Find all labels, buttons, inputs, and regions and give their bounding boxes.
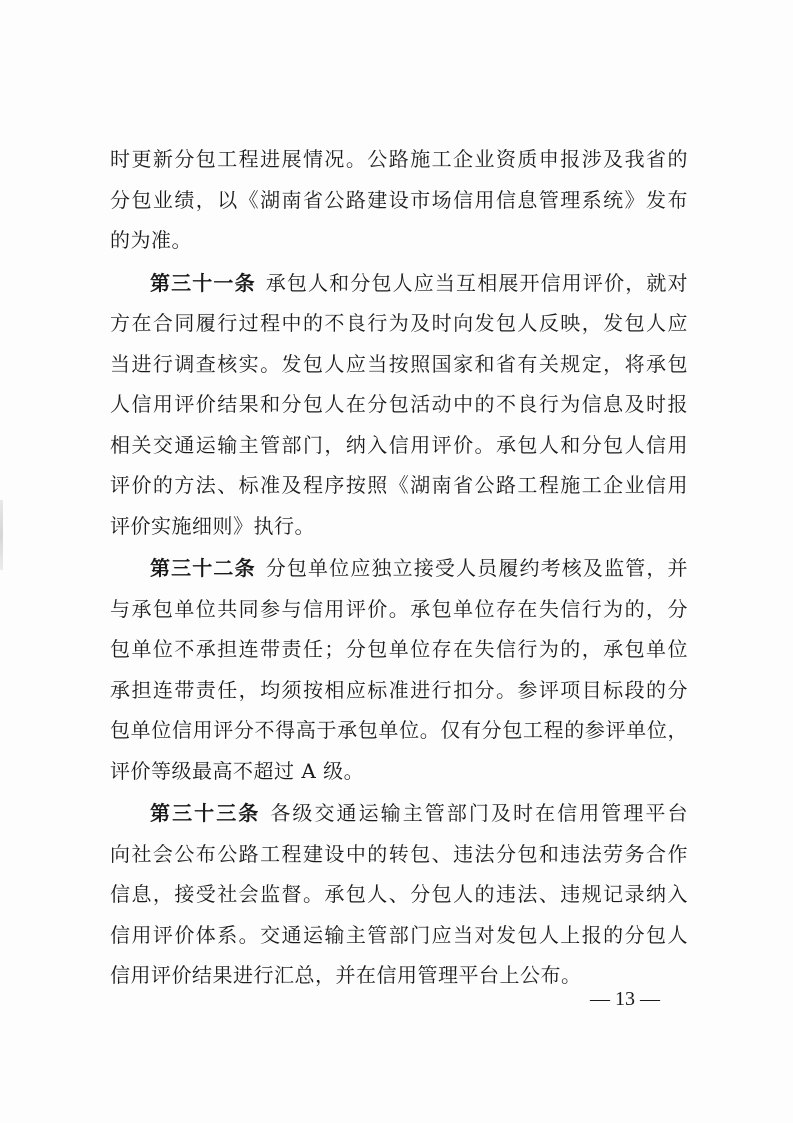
text-line <box>110 548 688 589</box>
article-first-line: 分包单位应独立接受人员履约考核及监管，并 <box>265 556 689 580</box>
text-line: 评价等级最高不超过 A 级。 <box>110 758 365 783</box>
text-line: 人信用评价结果和分包人在分包活动中的不良行为信息及时报 <box>110 392 688 416</box>
text-line: 包单位信用评分不得高于承包单位。仅有分包工程的参评单位， <box>110 718 688 742</box>
text-line: 评价的方法、标准及程序按照《湖南省公路工程施工企业信用 <box>110 473 688 497</box>
paragraph-continuation <box>110 139 688 261</box>
text-line: 包单位不承担连带责任；分包单位存在失信行为的，承包单位 <box>110 637 688 661</box>
page-number: — 13 — <box>590 988 660 1010</box>
text-line: 时更新分包工程进展情况。公路施工企业资质申报涉及我省的 <box>110 147 688 171</box>
article-heading: 第三十三条 <box>150 801 261 825</box>
article-31 <box>110 263 688 547</box>
article-heading: 第三十一条 <box>150 270 256 295</box>
text-line: 相关交通运输主管部门，纳入信用评价。承包人和分包人信用 <box>110 432 688 457</box>
text-line: 与承包单位共同参与信用评价。承包单位存在失信行为的，分 <box>110 596 688 621</box>
text-line: 向社会公布公路工程建设中的转包、违法分包和违法劳务合作 <box>110 841 688 866</box>
article-first-line: 承包人和分包人应当互相展开信用评价，就对 <box>265 270 689 295</box>
text-line: 信用评价结果进行汇总，并在信用管理平台上公布。 <box>110 963 582 987</box>
article-32 <box>110 548 688 791</box>
document-body <box>110 139 688 996</box>
text-line: 信用评价体系。交通运输主管部门应当对发包人上报的分包人 <box>110 922 688 947</box>
text-line <box>110 793 688 834</box>
article-heading: 第三十二条 <box>150 556 256 580</box>
text-line: 信息，接受社会监督。承包人、分包人的违法、违规记录纳入 <box>110 882 688 906</box>
text-line: 评价实施细则》执行。 <box>110 513 315 538</box>
text-line: 的为准。 <box>110 228 192 252</box>
text-line: 承担连带责任，均须按相应标准进行扣分。参评项目标段的分 <box>110 677 688 702</box>
text-line: 分包业绩，以《湖南省公路建设市场信用信息管理系统》发布 <box>110 187 688 212</box>
article-33 <box>110 793 688 996</box>
scan-edge-mark <box>0 500 3 570</box>
text-line <box>110 263 688 304</box>
text-line: 方在合同履行过程中的不良行为及时向发包人反映，发包人应 <box>110 311 688 335</box>
article-first-line: 各级交通运输主管部门及时在信用管理平台 <box>270 801 689 825</box>
text-line: 当进行调查核实。发包人应当按照国家和省有关规定，将承包 <box>110 351 688 376</box>
